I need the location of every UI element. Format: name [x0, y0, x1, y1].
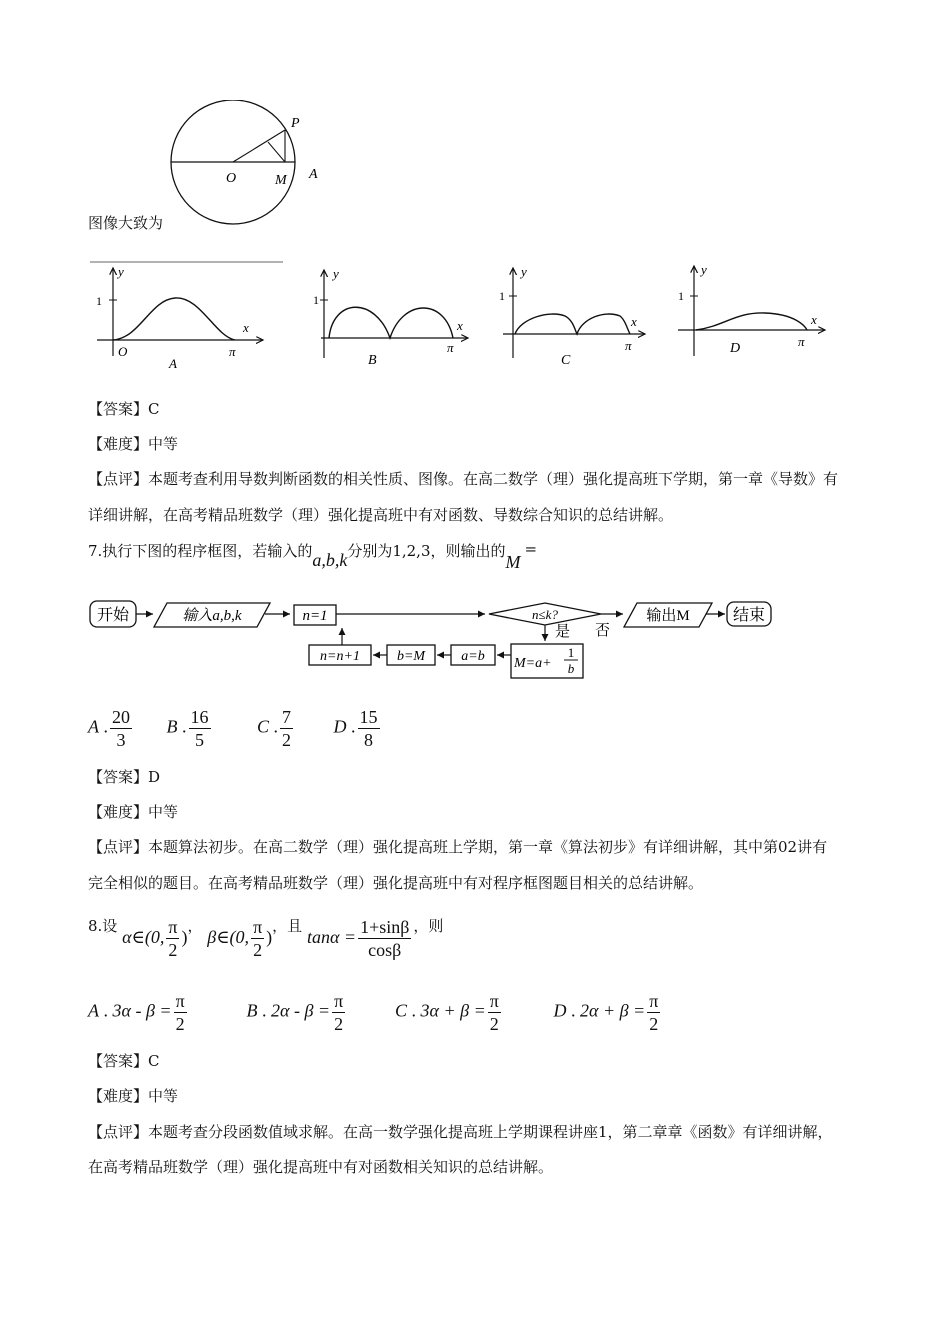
q8-beta-close: ) — [266, 926, 273, 947]
graph-b-one: 1 — [313, 293, 319, 307]
q8-beta-pi: π — [253, 917, 263, 937]
flow-step-m-lhs: M=a+ — [514, 656, 552, 671]
q7-option-a: A . $\frac{20}{3}$ — [88, 707, 130, 750]
q8-difficulty: 【难度】中等 — [88, 1087, 179, 1105]
graph-b-letter: B — [368, 353, 377, 368]
label-a: A — [309, 167, 318, 182]
graph-a-x-label: x — [243, 320, 249, 335]
flow-condition-label: n≤k? — [532, 607, 558, 622]
q7-option-a-label: A — [88, 716, 99, 737]
q8-alpha-pi: π — [168, 917, 178, 937]
q7-comment-line2: 完全相似的题目。在高考精品班数学（理）强化提高班中有对程序框图题目相关的总结讲解。 — [88, 874, 704, 892]
graph-d-y-label: y — [701, 262, 707, 277]
graph-d — [678, 262, 825, 356]
graph-a-pi: π — [229, 344, 236, 359]
graph-c-pi: π — [625, 338, 632, 353]
q8-option-b-two: 2 — [334, 1014, 344, 1034]
graph-c-letter: C — [561, 353, 571, 368]
graph-c-y-label: y — [521, 264, 527, 279]
flow-output-label: 输出M — [646, 608, 690, 624]
label-o: O — [226, 171, 237, 186]
q7-stem-eq: = — [524, 540, 538, 558]
q7-option-d-label: D — [333, 716, 347, 737]
q7-option-b-num: 16 — [190, 707, 209, 727]
q8-option-d-label: D — [553, 1000, 567, 1021]
q8-option-d-two: 2 — [649, 1014, 659, 1034]
q8-option-c-two: 2 — [489, 1014, 499, 1034]
q8-alpha-cond — [122, 917, 188, 960]
q8-option-c: C . 3α + β = $\frac{\pi}{2}$ — [395, 991, 499, 1034]
q8-option-d: D . 2α + β = $\frac{\pi}{2}$ — [553, 991, 659, 1034]
q8-option-d-pi: π — [649, 991, 659, 1011]
q8-option-a-pi: π — [175, 991, 185, 1011]
graph-b-pi: π — [447, 340, 454, 355]
q8-beta-two: 2 — [253, 940, 263, 960]
graph-a — [96, 264, 263, 371]
graph-d-one: 1 — [678, 289, 684, 303]
flow-step-m-num: 1 — [567, 645, 575, 660]
q8-option-a-two: 2 — [175, 1014, 185, 1034]
q7-stem — [88, 540, 537, 572]
graph-a-curve — [113, 298, 235, 340]
q7-option-b-label: B — [166, 716, 178, 737]
flow-start-label: 开始 — [96, 607, 130, 624]
flowchart — [85, 595, 785, 685]
graph-c — [499, 264, 645, 368]
graph-a-one: 1 — [96, 294, 102, 308]
q8-alpha-two: 2 — [168, 940, 178, 960]
q8-beta-cond-text: β∈(0, — [207, 926, 250, 947]
q8-stem — [88, 916, 443, 972]
graph-b-y-label: y — [333, 266, 339, 281]
perpendicular-m — [268, 142, 285, 162]
unit-circle-figure — [160, 100, 340, 235]
q7-comment-line1: 【点评】本题算法初步。在高二数学（理）强化提高班上学期，第一章《算法初步》有详细讲解，其中第02讲有 — [88, 838, 828, 856]
q8-tan-den: cosβ — [368, 940, 402, 960]
q6-difficulty: 【难度】中等 — [88, 435, 179, 453]
q8-comma: ， — [187, 917, 203, 935]
graph-d-pi: π — [798, 334, 805, 349]
q8-stem-pre: 8.设 — [88, 917, 118, 935]
flow-yes-label: 是 — [555, 624, 571, 640]
graph-c-one: 1 — [499, 289, 505, 303]
q7-option-d-num: 15 — [359, 707, 378, 727]
q7-stem-mid: 分别为1,2,3，则输出的 — [347, 542, 506, 560]
label-m: M — [275, 173, 287, 188]
graph-c-curve — [515, 314, 630, 334]
q8-then: ，则 — [413, 917, 444, 935]
q8-option-a: A . 3α - β = $\frac{\pi}{2}$ — [88, 991, 185, 1034]
q7-option-c-den: 2 — [282, 730, 292, 750]
q8-options — [88, 990, 694, 1035]
q6-comment-line2: 详细讲解，在高考精品班数学（理）强化提高班中有对函数、导数综合知识的总结讲解。 — [88, 506, 674, 524]
figure-intro: 图像大致为 — [88, 214, 164, 232]
q7-difficulty: 【难度】中等 — [88, 803, 179, 821]
q8-beta-cond — [207, 917, 273, 960]
q7-answer: 【答案】D — [88, 768, 161, 786]
q8-option-c-expr: 3α + β = — [420, 1000, 486, 1021]
q7-option-a-den: 3 — [116, 730, 126, 750]
flow-end-label: 结束 — [732, 607, 766, 624]
graph-b-curve — [329, 307, 453, 338]
q6-answer: 【答案】C — [88, 400, 160, 418]
q8-comment-line2: 在高考精品班数学（理）强化提高班中有对函数相关知识的总结讲解。 — [88, 1158, 554, 1176]
graph-a-y-label: y — [118, 264, 124, 279]
q7-option-a-num: 20 — [112, 707, 130, 727]
flow-step-n-label: n=n+1 — [320, 649, 360, 664]
q7-stem-vars: a,b,k — [312, 550, 348, 570]
q7-option-b: B . $\frac{16}{5}$ — [166, 707, 209, 750]
graph-c-x-label: x — [631, 314, 637, 329]
graph-d-x-label: x — [811, 312, 817, 327]
graph-b-x-label: x — [457, 318, 463, 333]
answer-graphs — [85, 258, 835, 378]
flow-step-b-label: b=M — [396, 649, 426, 664]
q7-option-c-num: 7 — [282, 707, 292, 727]
radius-op — [233, 130, 285, 162]
label-p: P — [291, 116, 300, 131]
q8-alpha-close: ) — [181, 926, 188, 947]
graph-a-origin: O — [118, 344, 128, 359]
q8-and: ，且 — [272, 917, 303, 935]
q6-comment-line1: 【点评】本题考查利用导数判断函数的相关性质、图像。在高二数学（理）强化提高班下学期，第一章《导数》有 — [88, 470, 839, 488]
graph-d-curve — [696, 313, 807, 330]
q8-answer: 【答案】C — [88, 1052, 160, 1070]
q8-option-a-label: A — [88, 1000, 99, 1021]
q8-option-b: B . 2α - β = $\frac{\pi}{2}$ — [246, 991, 344, 1034]
flow-init-label: n=1 — [302, 608, 328, 624]
q7-option-c: C . $\frac{7}{2}$ — [257, 707, 292, 750]
q8-option-b-expr: 2α - β = — [271, 1000, 331, 1021]
graph-a-letter: A — [169, 356, 177, 371]
q8-option-c-pi: π — [489, 991, 499, 1011]
q7-option-d-den: 8 — [364, 730, 373, 750]
flow-step-a-label: a=b — [461, 649, 485, 664]
q8-tan-num: 1+sinβ — [360, 917, 410, 937]
q7-option-d: D . $\frac{15}{8}$ — [333, 707, 378, 750]
q8-option-b-pi: π — [334, 991, 344, 1011]
q8-alpha-cond-text: α∈(0, — [122, 926, 165, 947]
q7-option-b-den: 5 — [195, 730, 204, 750]
q8-comment-line1: 【点评】本题考查分段函数值域求解。在高一数学强化提高班上学期课程讲座1，第二章章《函数》有详细讲解， — [88, 1123, 833, 1141]
flow-input-label: 输入a,b,k — [182, 608, 242, 624]
q7-stem-pre: 7.执行下图的程序框图，若输入的 — [88, 542, 313, 560]
flow-step-m-den: b — [567, 661, 575, 676]
q7-option-c-label: C — [257, 716, 270, 737]
q8-option-d-expr: 2α + β = — [580, 1000, 646, 1021]
q8-option-c-label: C — [395, 1000, 408, 1021]
graph-b — [313, 266, 468, 368]
graph-d-letter: D — [730, 341, 741, 356]
flow-no-label: 否 — [595, 623, 611, 639]
q7-stem-m: M — [505, 552, 521, 572]
q7-options — [88, 706, 424, 751]
q8-tan-lhs: tanα = — [306, 926, 357, 947]
q8-option-b-label: B — [246, 1000, 258, 1021]
q8-option-a-expr: 3α - β = — [112, 1000, 172, 1021]
